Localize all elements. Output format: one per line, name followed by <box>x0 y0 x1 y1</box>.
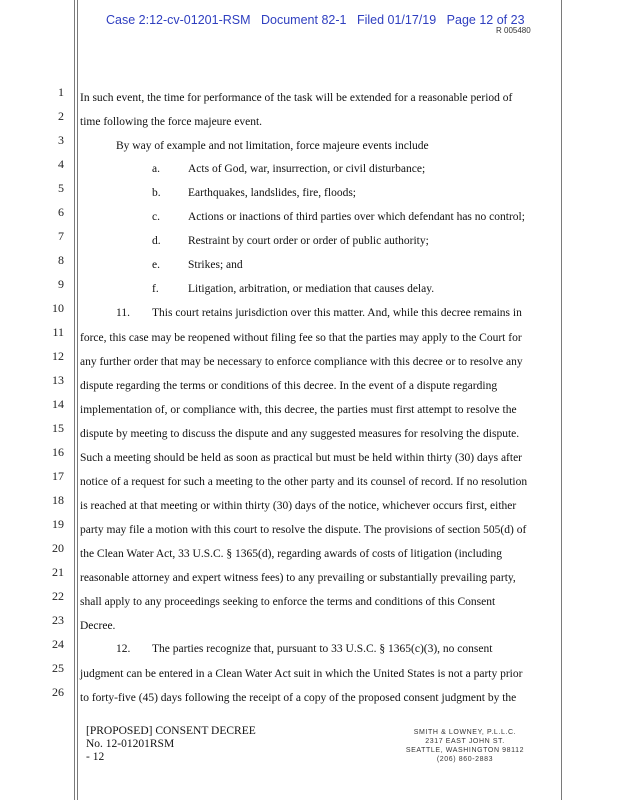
line-number: 4 <box>58 157 64 171</box>
line-number: 25 <box>52 661 64 675</box>
body-line: the Clean Water Act, 33 U.S.C. § 1365(d), regarding awards of costs of litigation (including <box>80 548 503 560</box>
paragraph-first-line: The parties recognize that, pursuant to 33 U.S.C. § 1365(c)(3), no consent <box>152 643 493 655</box>
body-line: implementation of, or compliance with, this decree, the parties must first attempt to resolve the <box>80 404 517 416</box>
body-line: notice of a request for such a meeting to the other party and its counsel of record. If no resolution <box>80 476 528 488</box>
line-number: 15 <box>52 421 64 435</box>
line-number: 26 <box>52 685 64 699</box>
line-number: 2 <box>58 109 64 123</box>
firm-name: SMITH & LOWNEY, P.L.L.C. <box>413 729 517 736</box>
body-line: judgment can be entered in a Clean Water Act suit in which the United States is not a party prior <box>80 668 523 680</box>
line-number: 22 <box>52 589 64 603</box>
line-number: 5 <box>58 181 64 195</box>
list-item-text: Litigation, arbitration, or mediation that causes delay. <box>188 283 435 295</box>
paragraph-first-line: This court retains jurisdiction over this matter. And, while this decree remains in <box>152 307 522 319</box>
ecf-header <box>106 13 532 27</box>
line-number: 23 <box>52 613 64 627</box>
page-count: Page 12 of 23 <box>446 13 525 27</box>
line-number: 8 <box>58 253 64 267</box>
body-line: dispute regarding the terms or conditions of this decree. In the event of a dispute regarding <box>80 380 498 392</box>
body-line: to forty-five (45) days following the receipt of a copy of the proposed consent judgment by the <box>80 692 517 704</box>
footer-page-number: - 12 <box>86 751 105 763</box>
body-line: dispute by meeting to discuss the dispute and any suggested measures for resolving the dispute. <box>80 428 520 440</box>
line-number: 13 <box>52 373 64 387</box>
list-item-label: f. <box>152 283 159 295</box>
body-line: time following the force majeure event. <box>80 116 263 128</box>
firm-phone: (206) 860-2883 <box>436 756 494 763</box>
line-number: 3 <box>58 133 64 147</box>
left-margin-rule-outer <box>74 0 75 800</box>
line-number: 24 <box>52 637 64 651</box>
line-number: 11 <box>52 325 64 339</box>
body-line: party may file a motion with this court to resolve the dispute. The provisions of section 505(d) of <box>80 524 527 536</box>
paragraph-number: 12. <box>116 643 131 655</box>
line-number: 1 <box>58 85 64 99</box>
line-number: 20 <box>52 541 64 555</box>
right-margin-rule <box>561 0 562 800</box>
body-line: any further order that may be necessary to enforce compliance with this decree or to resolve any <box>80 356 523 368</box>
list-item-label: a. <box>152 163 160 175</box>
line-number: 7 <box>58 229 64 243</box>
body-line: force, this case may be reopened without filing fee so that the parties may apply to the Court for <box>80 332 522 344</box>
body-line: is reached at that meeting or within thirty (30) days of the notice, whichever occurs first, either <box>80 500 517 512</box>
line-number: 10 <box>52 301 64 315</box>
body-line: In such event, the time for performance of the task will be extended for a reasonable period of <box>80 92 513 104</box>
paragraph-number: 11. <box>116 307 130 319</box>
record-stamp: R 005480 <box>496 26 531 35</box>
body-line: Decree. <box>80 620 116 632</box>
line-number: 14 <box>52 397 64 411</box>
list-item-text: Earthquakes, landslides, fire, floods; <box>188 187 356 199</box>
line-number: 19 <box>52 517 64 531</box>
line-number: 9 <box>58 277 64 291</box>
list-item-label: e. <box>152 259 160 271</box>
list-item-text: Acts of God, war, insurrection, or civil disturbance; <box>188 163 426 175</box>
firm-address: 2317 EAST JOHN ST. <box>425 738 505 745</box>
list-item-text: Actions or inactions of third parties over which defendant has no control; <box>188 211 525 223</box>
line-number: 17 <box>52 469 64 483</box>
list-item-label: c. <box>152 211 160 223</box>
line-number: 21 <box>52 565 64 579</box>
case-number: Case 2:12-cv-01201-RSM <box>106 13 251 27</box>
filed-date: Filed 01/17/19 <box>356 13 437 27</box>
line-number: 16 <box>52 445 64 459</box>
firm-block <box>390 728 540 764</box>
body-line: Such a meeting should be held as soon as practical but must be held within thirty (30) days after <box>80 452 523 464</box>
firm-city: SEATTLE, WASHINGTON 98112 <box>405 747 525 754</box>
body-line: shall apply to any proceedings seeking to enforce the terms and conditions of this Consent <box>80 596 496 608</box>
line-number: 18 <box>52 493 64 507</box>
list-item-text: Restraint by court order or order of public authority; <box>188 235 429 247</box>
footer-caption <box>86 725 256 764</box>
footer-case-number: No. 12-01201RSM <box>86 738 175 750</box>
footer-title: [PROPOSED] CONSENT DECREE <box>86 725 256 737</box>
line-number: 12 <box>52 349 64 363</box>
document-number: Document 82-1 <box>261 13 347 27</box>
force-majeure-intro: By way of example and not limitation, force majeure events include <box>116 140 429 152</box>
list-item-label: b. <box>152 187 161 199</box>
left-margin-rule-inner <box>77 0 78 800</box>
list-item-label: d. <box>152 235 161 247</box>
body-line: reasonable attorney and expert witness fees) to any prevailing or substantially prevailing party, <box>80 572 516 584</box>
list-item-text: Strikes; and <box>188 259 243 271</box>
line-number: 6 <box>58 205 64 219</box>
